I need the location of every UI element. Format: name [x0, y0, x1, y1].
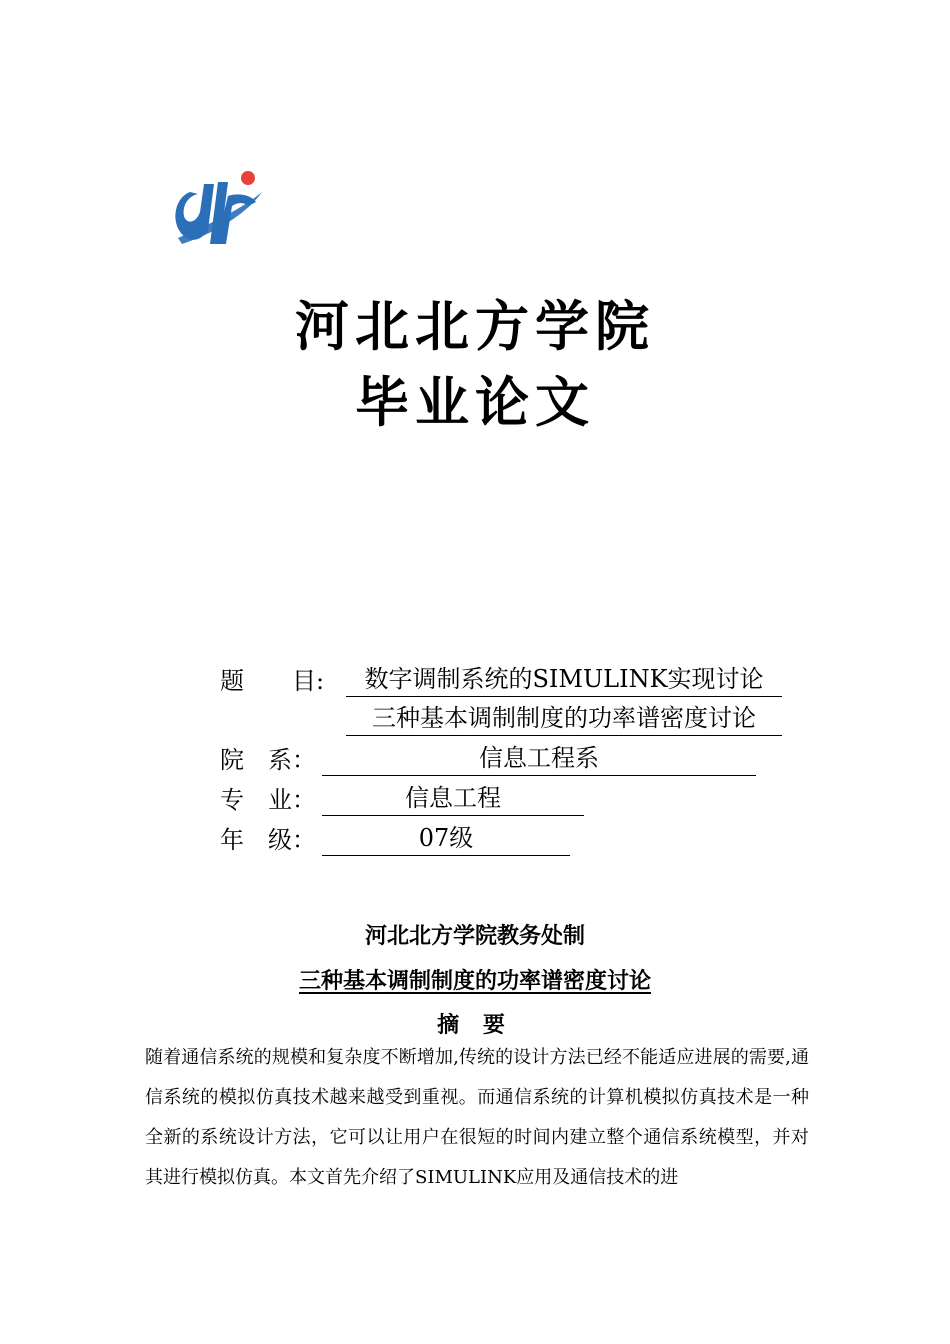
- document-title-text: 三种基本调制制度的功率谱密度讨论: [298, 969, 651, 994]
- abstract-heading: 摘 要: [437, 1013, 513, 1038]
- school-title: 河北北方学院: [295, 295, 655, 358]
- department-label: 院 系：: [220, 746, 316, 774]
- major-value: 信息工程: [322, 783, 584, 816]
- department-value: 信息工程系: [322, 743, 756, 776]
- school-logo-icon: [168, 166, 266, 250]
- title-value-line1: 数字调制系统的SIMULINK实现讨论: [346, 664, 782, 697]
- logo-red-dot: [241, 171, 255, 185]
- abstract-body: 随着通信系统的规模和复杂度不断增加,传统的设计方法已经不能适应进展的需要,通信系统的模拟仿真技术越来越受到重视。而通信系统的计算机模拟仿真技术是一种全新的系统设计方法，它可以让用户在很短的时间内建立整个通信系统模型，并对其进行模拟仿真。本文首先介绍了SIMULINK应用及通信技术的进: [145, 1047, 809, 1188]
- document-title: [0, 964, 950, 995]
- thesis-title: 毕业论文: [355, 371, 595, 434]
- major-label: 专 业：: [220, 786, 316, 814]
- grade-value: 07级: [322, 823, 570, 856]
- grade-label: 年 级：: [220, 826, 316, 854]
- academic-office-line: 河北北方学院教务处制: [364, 924, 585, 949]
- title-value-line2: 三种基本调制制度的功率谱密度讨论: [346, 703, 782, 736]
- title-label: 题 目:: [220, 667, 325, 695]
